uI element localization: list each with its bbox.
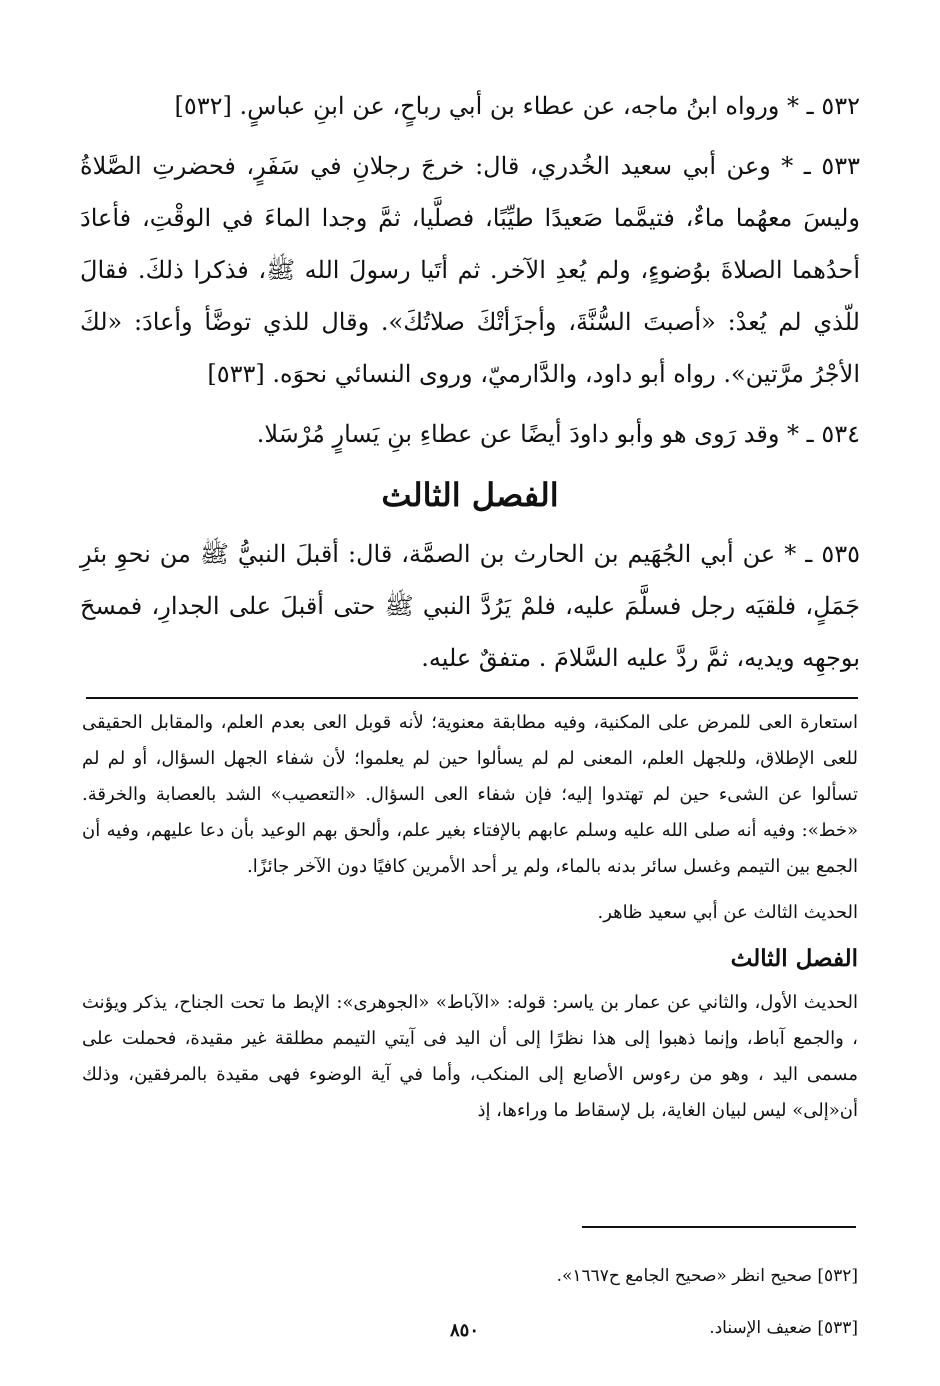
page-number: ٨٥٠ bbox=[450, 1320, 480, 1341]
hadith-text-block bbox=[80, 80, 860, 692]
hadith-535: ٥٣٥ ـ * عن أبي الجُهَيم بن الحارث بن الصمَّة، قال: أقبلَ النبيُّ ﷺ من نحوِ بئرِ جَمَلٍ، فلقيَه رجل فسلَّمَ عليه، فلمْ يَرُدَّ النبي ﷺ حتى أقبلَ على الجدارِ، فمسحَ بوجهِه ويديه، ثمَّ ردَّ عليه السَّلامَ . متفقٌ عليه. bbox=[80, 540, 860, 672]
footnote-533: [٥٣٣] ضعيف الإسناد. bbox=[709, 1318, 858, 1338]
footnote-divider bbox=[582, 1226, 856, 1228]
section-title: الفصل الثالث bbox=[381, 476, 559, 514]
hadith-533: ٥٣٣ ـ * وعن أبي سعيد الخُدري، قال: خرجَ رجلانِ في سَفَرٍ، فحضرتِ الصَّلاةُ وليسَ معهُما ماءٌ، فتيمَّما صَعيدًا طيِّبًا، فصلَّيا، ثمَّ وجدا الماءَ في الوقْتِ، فأعادَ أحدُهما الصلاةَ بوُضوءٍ، ولم يُعدِ الآخر. ثم أتَيا رسولَ الله ﷺ، فذكرا ذلكَ. فقالَ للّذي لم يُعدْ: «أصبتَ السُّنَّةَ، وأجزَأتْكَ صلاتُكَ». وقال للذي توضَّأ وأعادَ: «لكَ الأجْرُ مرَّتين». رواه أبو داود، والدَّارميّ، وروى النسائي نحوَه. [٥٣٣] bbox=[80, 152, 860, 388]
footnotes-block bbox=[82, 1262, 858, 1366]
commentary-paragraph-2: الحديث الثالث عن أبي سعيد ظاهر. bbox=[597, 902, 858, 923]
hadith-534: ٥٣٤ ـ * وقد رَوى هو وأبو داودَ أيضًا عن عطاءِ بنِ يَسارٍ مُرْسَلا. bbox=[256, 420, 860, 448]
commentary-divider bbox=[86, 697, 858, 699]
commentary-paragraph-1: استعارة العى للمرض على المكنية، وفيه مطابقة معنوية؛ لأنه قوبل العى بعدم العلم، والمقابل الحقيقى للعى الإطلاق، وللجهل العلم، المعنى لم لم يسألوا حين لم يعلموا؛ لأن شفاء الجهل السؤال، أو لم لم تسألوا عن الشىء حين لم تهتدوا إليه؛ فإن شفاء العى السؤال. «التعصيب» الشد بالعصابة والخرقة. «خط»: وفيه أنه صلى الله عليه وسلم عابهم بالإفتاء بغير علم، وألحق بهم الوعيد بأن دعا عليهم، وفيه أن الجمع بين التيمم وغسل سائر بدنه بالماء، ولم ير أحد الأمرين كافيًا دون الآخر جائزًا. bbox=[82, 712, 858, 877]
commentary-block bbox=[82, 705, 858, 1129]
commentary-paragraph-3: الحديث الأول، والثاني عن عمار بن ياسر: قوله: «الآباط» «الجوهرى»: الإبط ما تحت الجناح، يذكر ويؤنث ، والجمع آباط، وإنما ذهبوا إلى هذا نظرًا إلى أن اليد فى آيتي التيمم مطلقة غير مقيدة، فحملت على مسمى اليد ، وهو من رءوس الأصابع إلى المنكب، وأما في آية الوضوء فهى مقيدة بالمرفقين، وذلك أن«إلى» ليس لبيان الغاية، بل لإسقاط ما وراءها، إذ bbox=[82, 992, 858, 1121]
footnote-532: [٥٣٢] صحيح انظر «صحيح الجامع ح١٦٦٧». bbox=[556, 1266, 858, 1286]
commentary-section-title: الفصل الثالث bbox=[730, 945, 858, 972]
hadith-532: ٥٣٢ ـ * ورواه ابنُ ماجه، عن عطاء بن أبي رباحٍ، عن ابنِ عباسٍ. [٥٣٢] bbox=[174, 92, 860, 120]
